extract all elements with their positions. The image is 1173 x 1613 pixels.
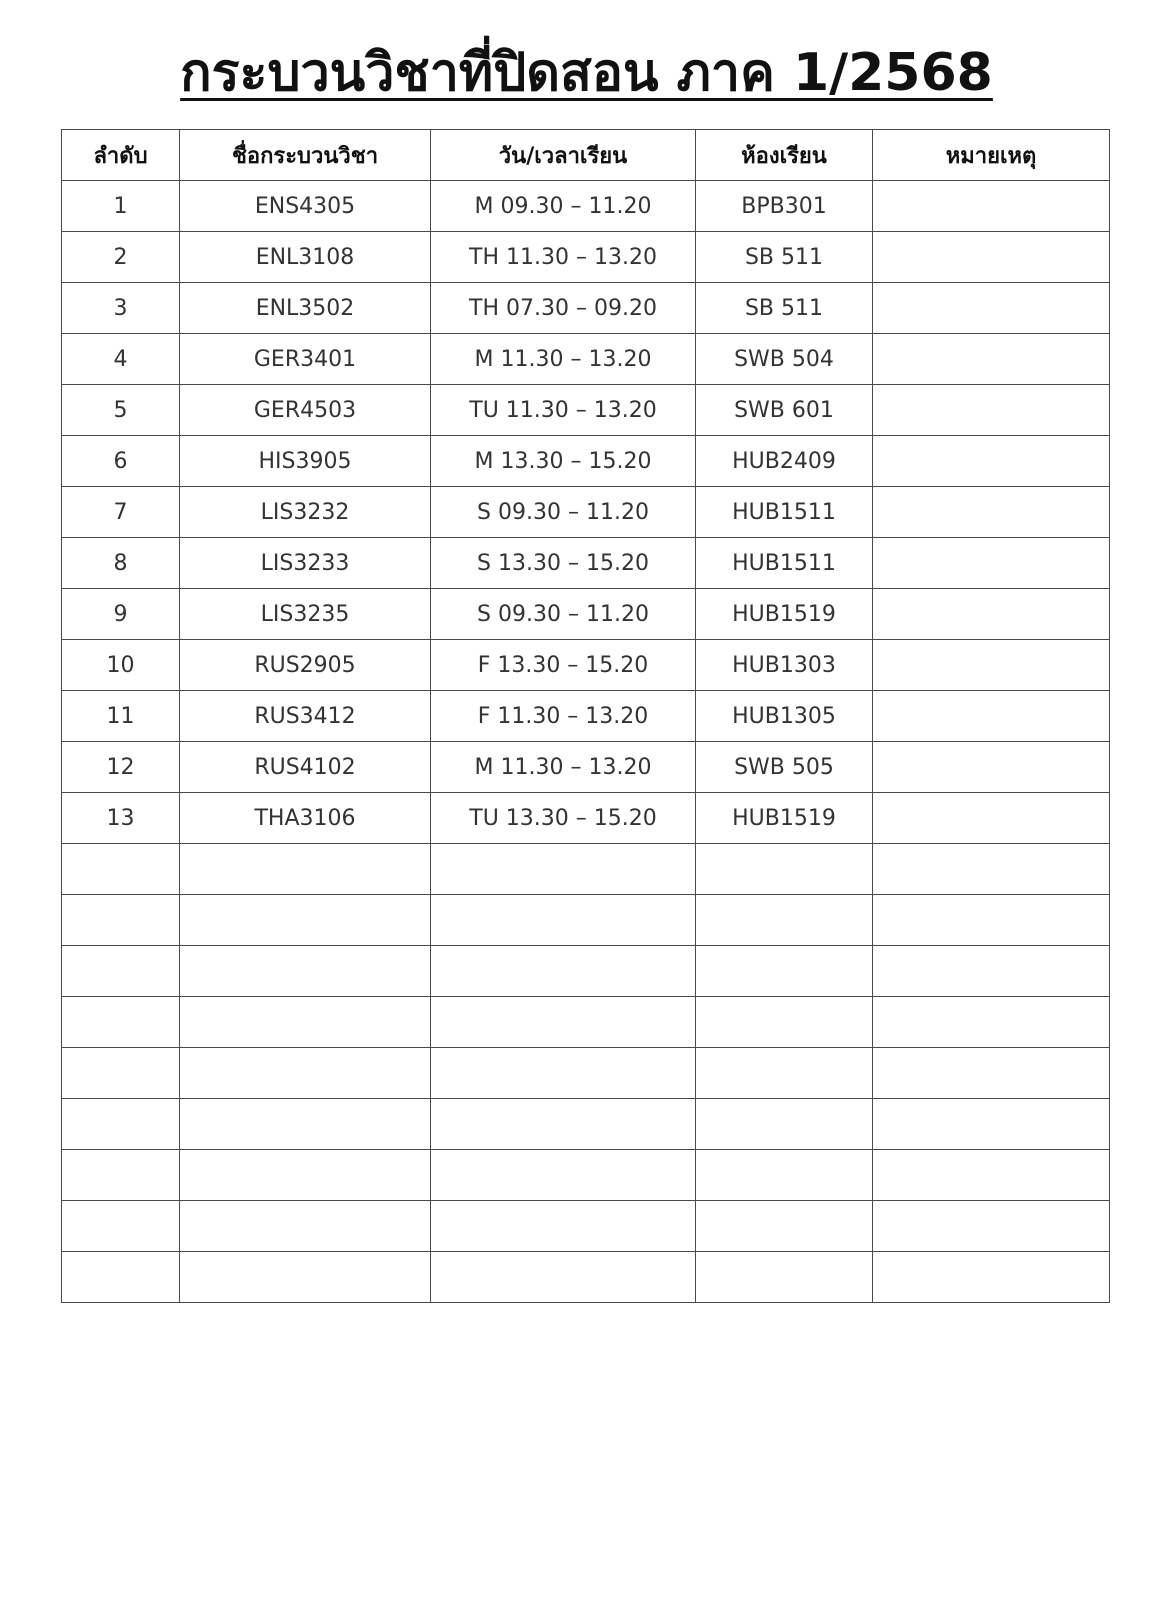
cell-no [62, 1252, 180, 1303]
cell-course [180, 1252, 431, 1303]
page-title [0, 38, 1173, 108]
table-row [62, 895, 1110, 946]
table-row [62, 1048, 1110, 1099]
cell-room [696, 1099, 873, 1150]
cell-room [696, 1252, 873, 1303]
cell-time: TU 11.30 – 13.20 [431, 385, 696, 436]
table-row [62, 742, 1110, 793]
cell-note [873, 640, 1110, 691]
cell-note [873, 538, 1110, 589]
cell-note [873, 1201, 1110, 1252]
cell-no: 7 [62, 487, 180, 538]
cell-note [873, 1150, 1110, 1201]
header-time: วัน/เวลาเรียน [431, 130, 696, 181]
cell-time: TH 11.30 – 13.20 [431, 232, 696, 283]
cell-no: 8 [62, 538, 180, 589]
cell-no: 13 [62, 793, 180, 844]
cell-room: BPB301 [696, 181, 873, 232]
cell-course: RUS4102 [180, 742, 431, 793]
header-no: ลำดับ [62, 130, 180, 181]
cell-note [873, 487, 1110, 538]
cell-course [180, 997, 431, 1048]
cell-note [873, 334, 1110, 385]
cell-room [696, 1201, 873, 1252]
cell-room: HUB1519 [696, 793, 873, 844]
cell-course [180, 1099, 431, 1150]
cell-no: 5 [62, 385, 180, 436]
cell-no: 2 [62, 232, 180, 283]
cell-course: ENL3502 [180, 283, 431, 334]
table-row [62, 1099, 1110, 1150]
cell-no [62, 1099, 180, 1150]
cell-note [873, 181, 1110, 232]
cell-time [431, 1048, 696, 1099]
cell-course [180, 1201, 431, 1252]
cell-no: 6 [62, 436, 180, 487]
cell-time [431, 946, 696, 997]
table-row [62, 640, 1110, 691]
cell-no [62, 1150, 180, 1201]
cell-course: LIS3233 [180, 538, 431, 589]
cell-time [431, 1252, 696, 1303]
cell-note [873, 946, 1110, 997]
table-row [62, 997, 1110, 1048]
cell-course: RUS2905 [180, 640, 431, 691]
cell-no: 12 [62, 742, 180, 793]
cell-note [873, 436, 1110, 487]
cell-time: M 13.30 – 15.20 [431, 436, 696, 487]
cell-note [873, 1048, 1110, 1099]
table-row [62, 793, 1110, 844]
table-row [62, 538, 1110, 589]
table-row [62, 385, 1110, 436]
table-row [62, 946, 1110, 997]
cell-course [180, 946, 431, 997]
table-row [62, 1201, 1110, 1252]
cell-note [873, 895, 1110, 946]
header-course: ชื่อกระบวนวิชา [180, 130, 431, 181]
cell-note [873, 589, 1110, 640]
cell-time [431, 1150, 696, 1201]
cell-course: ENS4305 [180, 181, 431, 232]
cell-note [873, 742, 1110, 793]
table-row [62, 1150, 1110, 1201]
cell-course: LIS3235 [180, 589, 431, 640]
cell-time: M 11.30 – 13.20 [431, 742, 696, 793]
cell-no [62, 895, 180, 946]
cell-room: HUB1305 [696, 691, 873, 742]
cell-time: M 09.30 – 11.20 [431, 181, 696, 232]
cell-course [180, 1150, 431, 1201]
cell-course: LIS3232 [180, 487, 431, 538]
cell-room [696, 1048, 873, 1099]
cell-room: SWB 505 [696, 742, 873, 793]
cell-course [180, 844, 431, 895]
cell-room [696, 895, 873, 946]
cell-note [873, 1252, 1110, 1303]
cell-no [62, 997, 180, 1048]
cell-time [431, 1099, 696, 1150]
cell-course: GER4503 [180, 385, 431, 436]
table-row [62, 1252, 1110, 1303]
table-row [62, 487, 1110, 538]
table-row [62, 589, 1110, 640]
table-row [62, 844, 1110, 895]
cell-time: S 13.30 – 15.20 [431, 538, 696, 589]
cell-room: SWB 504 [696, 334, 873, 385]
cell-time: M 11.30 – 13.20 [431, 334, 696, 385]
cell-room: HUB1511 [696, 538, 873, 589]
cell-note [873, 385, 1110, 436]
cell-note [873, 283, 1110, 334]
course-schedule-table [61, 129, 1110, 1303]
table-body [62, 181, 1110, 1303]
cell-no: 1 [62, 181, 180, 232]
cell-time [431, 844, 696, 895]
cell-time [431, 1201, 696, 1252]
cell-time [431, 997, 696, 1048]
table-row [62, 283, 1110, 334]
cell-room [696, 844, 873, 895]
cell-course: ENL3108 [180, 232, 431, 283]
cell-time: S 09.30 – 11.20 [431, 487, 696, 538]
cell-course [180, 1048, 431, 1099]
table-row [62, 436, 1110, 487]
cell-room: HUB1511 [696, 487, 873, 538]
cell-no: 4 [62, 334, 180, 385]
cell-room [696, 946, 873, 997]
cell-no: 11 [62, 691, 180, 742]
cell-room: HUB1303 [696, 640, 873, 691]
cell-room [696, 1150, 873, 1201]
cell-time: F 13.30 – 15.20 [431, 640, 696, 691]
cell-note [873, 997, 1110, 1048]
cell-time: S 09.30 – 11.20 [431, 589, 696, 640]
cell-room: SWB 601 [696, 385, 873, 436]
table-row [62, 232, 1110, 283]
cell-no [62, 1201, 180, 1252]
cell-room [696, 997, 873, 1048]
table-row [62, 181, 1110, 232]
cell-course: HIS3905 [180, 436, 431, 487]
cell-time: TH 07.30 – 09.20 [431, 283, 696, 334]
header-room: ห้องเรียน [696, 130, 873, 181]
cell-time [431, 895, 696, 946]
cell-course: RUS3412 [180, 691, 431, 742]
cell-course: GER3401 [180, 334, 431, 385]
cell-course [180, 895, 431, 946]
cell-time: F 11.30 – 13.20 [431, 691, 696, 742]
cell-no: 3 [62, 283, 180, 334]
cell-room: SB 511 [696, 283, 873, 334]
table-row [62, 691, 1110, 742]
cell-room: SB 511 [696, 232, 873, 283]
cell-room: HUB2409 [696, 436, 873, 487]
header-note: หมายเหตุ [873, 130, 1110, 181]
cell-no [62, 1048, 180, 1099]
cell-note [873, 793, 1110, 844]
table-row [62, 334, 1110, 385]
cell-room: HUB1519 [696, 589, 873, 640]
cell-no: 10 [62, 640, 180, 691]
cell-note [873, 691, 1110, 742]
cell-note [873, 232, 1110, 283]
cell-no: 9 [62, 589, 180, 640]
cell-time: TU 13.30 – 15.20 [431, 793, 696, 844]
cell-course: THA3106 [180, 793, 431, 844]
table-header-row [62, 130, 1110, 181]
cell-no [62, 946, 180, 997]
page-title-text: กระบวนวิชาที่ปิดสอน ภาค 1/2568 [180, 43, 993, 103]
cell-note [873, 1099, 1110, 1150]
cell-note [873, 844, 1110, 895]
cell-no [62, 844, 180, 895]
